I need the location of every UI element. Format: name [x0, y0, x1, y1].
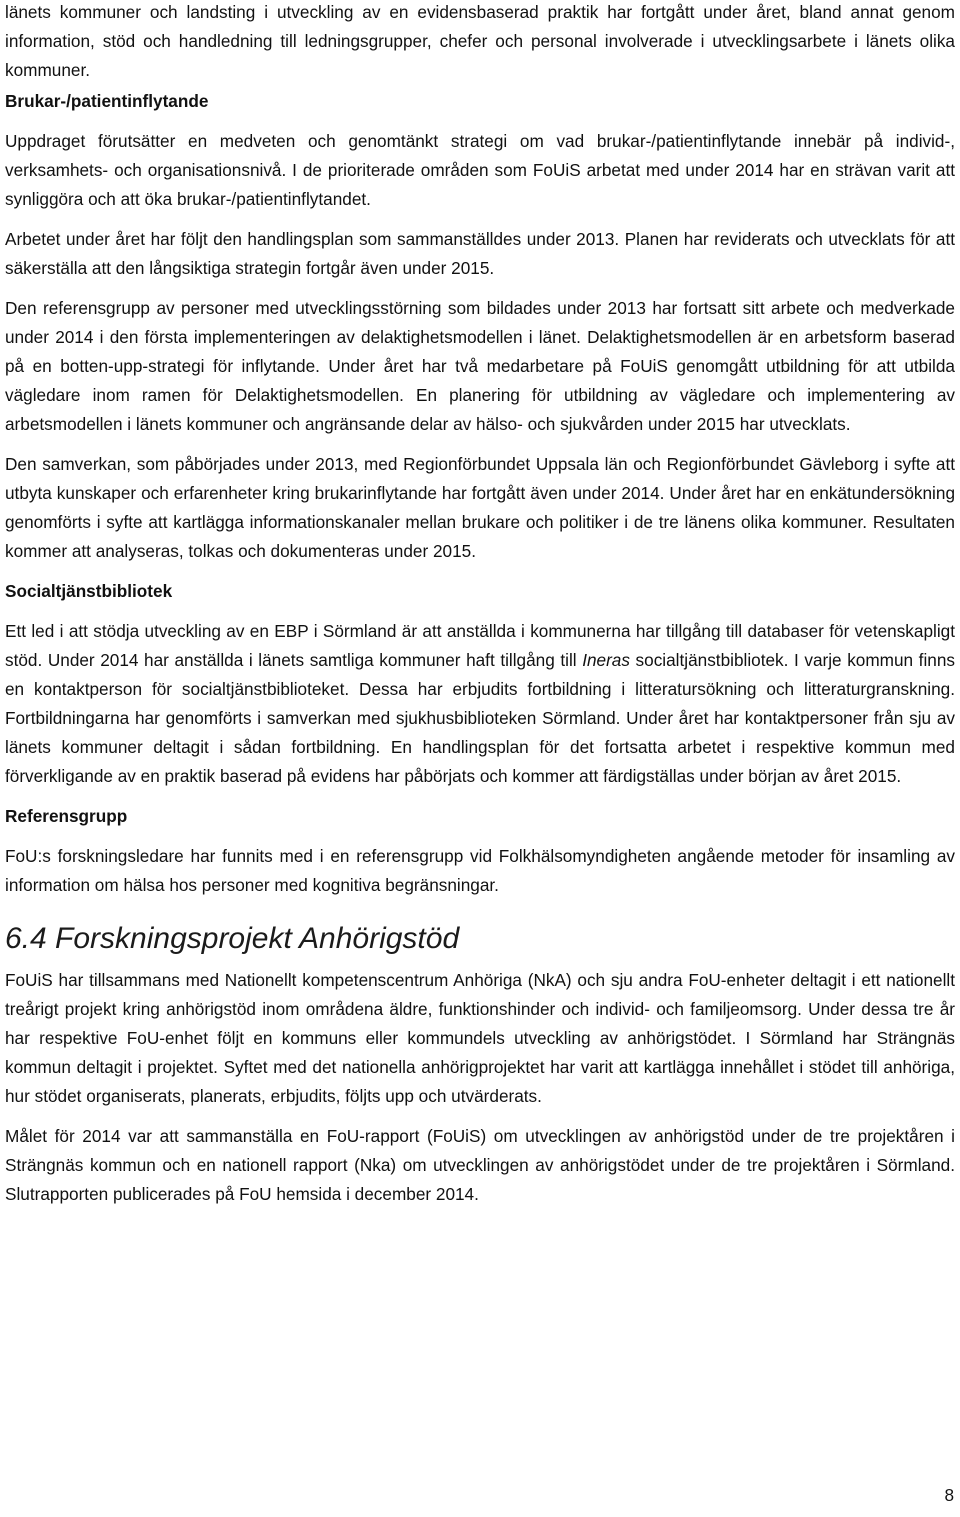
heading-socialtjanstbibliotek: Socialtjänstbibliotek [5, 581, 173, 601]
paragraph-brukar-1: Uppdraget förutsätter en medveten och genomtänkt strategi om vad brukar-/patientinflytande innebär på individ-, verksamhets- och organisationsnivå. I de prioriterade områden som FoUiS arbetat med under 2014 har en strävan varit att synliggöra och att öka brukar-/patientinflytandet. [5, 131, 955, 209]
text-span: Ett led i att stödja utveckling av en EBP i Sörmland är att anställda i kommunerna har tillgång till databaser för vetenskapligt stöd. Under 2014 har anställda i länets samtliga kommuner haft tillgång till [5, 621, 955, 670]
page-number: 8 [944, 1485, 954, 1505]
paragraph-socialtjanstbibliotek [5, 617, 955, 791]
paragraph-intro: länets kommuner och landsting i utveckling av en evidensbaserad praktik har fortgått under året, bland annat genom information, stöd och handledning till ledningsgrupper, chefer och personal involverade i utvecklingsarbete i länets olika kommuner. [5, 2, 955, 80]
text-span: socialtjänstbibliotek. I varje kommun finns en kontaktperson för socialtjänstbiblioteket. Dessa har erbjudits fortbildning i litteratursökning och litteraturgranskning. Fortbildningarna har genomförts i samverkan med sjukhusbiblioteken Sörmland. Under året har kontaktpersoner från sju av länets kommuner deltagit i sådan fortbildning. En handlingsplan för det fortsatta arbetet i respektive kommun med förverkligande av en praktik baserad på evidens har påbörjats och kommer att färdigställas under början av året 2015. [5, 650, 955, 786]
heading-brukar: Brukar-/patientinflytande [5, 91, 209, 111]
paragraph-brukar-4: Den samverkan, som påbörjades under 2013, med Regionförbundet Uppsala län och Regionförbundet Gävleborg i syfte att utbyta kunskaper och erfarenheter kring brukarinflytande har fortgått även under 2014. Under året har en enkätundersökning genomförts i syfte att kartlägga informationskanaler mellan brukare och politiker i de tre länens olika kommuner. Resultaten kommer att analyseras, tolkas och dokumenteras under 2015. [5, 454, 955, 561]
document-page [5, 0, 955, 1209]
paragraph-anhorig-1: FoUiS har tillsammans med Nationellt kompetenscentrum Anhöriga (NkA) och sju andra FoU-enheter deltagit i ett nationellt treårigt projekt kring anhörigstöd inom områdena äldre, funktionshinder och individ- och familjeomsorg. Under dessa tre år har respektive FoU-enhet följt en kommuns eller kommundels utveckling av anhörigstödet. I Sörmland har Strängnäs kommun deltagit i projektet. Syftet med det nationella anhörigprojektet har varit att kartlägga innehållet i stödet till anhöriga, hur stödet organiserats, planerats, erbjudits, följts upp och utvärderats. [5, 970, 955, 1106]
emphasis-ineras: Ineras [582, 650, 630, 670]
section-heading: 6.4 Forskningsprojekt Anhörigstöd [5, 922, 460, 955]
paragraph-brukar-3: Den referensgrupp av personer med utvecklingsstörning som bildades under 2013 har fortsatt sitt arbete och medverkade under 2014 i den första implementeringen av delaktighetsmodellen i länet. Delaktighetsmodellen är en arbetsform baserad på en botten-upp-strategi för inflytande. Under året har två medarbetare på FoUiS genomgått utbildning för att utbilda vägledare inom ramen för Delaktighetsmodellen. En planering för utbildning av vägledare och implementering av arbetsmodellen i länets kommuner och angränsande delar av hälso- och sjukvården under 2015 har utvecklats. [5, 298, 955, 434]
paragraph-brukar-2: Arbetet under året har följt den handlingsplan som sammanställdes under 2013. Planen har reviderats och utvecklats för att säkerställa att den långsiktiga strategin fortgår även under 2015. [5, 229, 955, 278]
paragraph-referensgrupp: FoU:s forskningsledare har funnits med i en referensgrupp vid Folkhälsomyndigheten angående metoder för insamling av information om hälsa hos personer med kognitiva begränsningar. [5, 846, 955, 895]
paragraph-anhorig-2: Målet för 2014 var att sammanställa en FoU-rapport (FoUiS) om utvecklingen av anhörigstöd under de tre projektåren i Strängnäs kommun och en nationell rapport (Nka) om utvecklingen av anhörigstödet under de tre projektåren i Sörmland. Slutrapporten publicerades på FoU hemsida i december 2014. [5, 1126, 955, 1204]
heading-referensgrupp: Referensgrupp [5, 806, 128, 826]
